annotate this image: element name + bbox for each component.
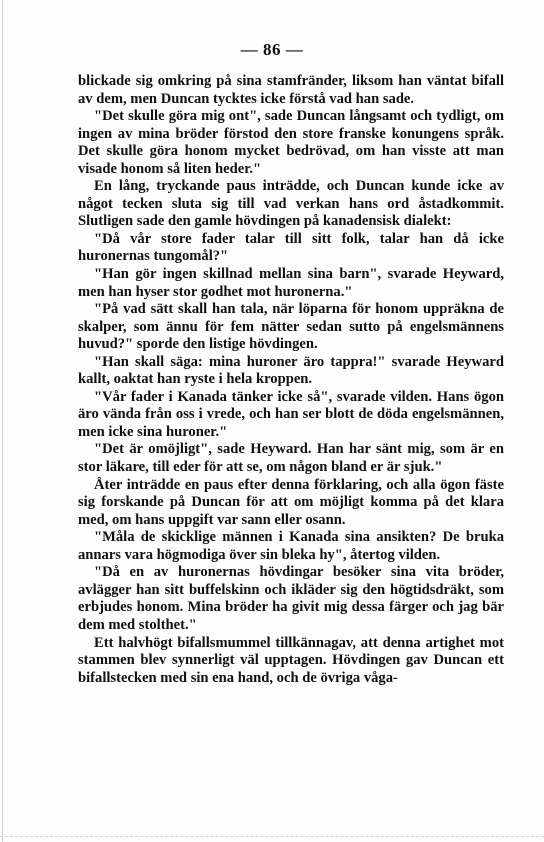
- paragraph-1: blickade sig omkring på sina stamfränder, liksom han väntat bifall av dem, men Duncan tycktes icke förstå vad han sade.: [78, 73, 504, 107]
- paragraph-3: En lång, tryckande paus inträdde, och Duncan kunde icke av något tecken sluta sig till vad verkan hans ord åstadkommit. Slutligen sade den gamle hövdingen på kanadensisk dialekt:: [78, 178, 504, 230]
- paragraph-5: "Han gör ingen skillnad mellan sina barn", svarade Heyward, men han hyser stor godhet mot huronerna.": [78, 266, 504, 300]
- page-number: — 86 —: [240, 40, 304, 59]
- paragraph-9: "Det är omöjligt", sade Heyward. Han har sänt mig, som är en stor läkare, till eder för att se, om någon bland er är sjuk.": [78, 441, 504, 476]
- paragraph-10: Åter inträdde en paus efter denna förklaring, och alla ögon fäste sig forskande på Duncan för att om möjligt komma på det klara med, om hans uppgift var sann eller osann.: [78, 476, 504, 528]
- paragraph-12: "Då en av huronernas hövdingar besöker sina vita bröder, avlägger han sitt buffelskinn och ikläder sig den högtidsdräkt, som erbjudes honom. Mina bröder ha givit mig dessa färger och jag bär dem med stolthet.": [78, 564, 504, 633]
- paragraph-2: "Det skulle göra mig ont", sade Duncan långsamt och tydligt, om ingen av mina bröder förstod den store franske konungens språk. Det skulle göra honom mycket bedrövad, om han visste att man visade honom så liten heder.": [78, 108, 504, 177]
- paragraph-8: "Vår fader i Kanada tänker icke så", svarade vilden. Hans ögon äro vända från oss i vrede, och han ser blott de döda engelsmännen, men icke sina huroner.": [78, 388, 504, 440]
- paragraph-4: "Då vår store fader talar till sitt folk, talar han då icke huronernas tungomål?": [78, 230, 504, 265]
- page-edge-rule: [2, 0, 3, 842]
- page-bottom-rule: [0, 836, 544, 838]
- paragraph-7: "Han skall säga: mina huroner äro tappra!" svarade Heyward kallt, oaktat han ryste i hela kroppen.: [78, 353, 504, 388]
- paragraph-11: "Måla de skicklige männen i Kanada sina ansikten? De bruka annars vara högmodiga över sin bleka hy", återtog vilden.: [78, 529, 504, 563]
- paragraph-13: Ett halvhögt bifallsmummel tillkännagav, att denna artighet mot stammen blev synnerligt väl upptagen. Hövdingen gav Duncan ett bifallstecken med sin ena hand, och de övriga våga-: [78, 634, 504, 686]
- page-body-text: [78, 73, 504, 687]
- paragraph-6: "På vad sätt skall han tala, när löparna för honom uppräkna de skalper, som ännu för fem nätter sedan sutto på engelsmännens huvud?" sporde den listige hövdingen.: [78, 301, 504, 353]
